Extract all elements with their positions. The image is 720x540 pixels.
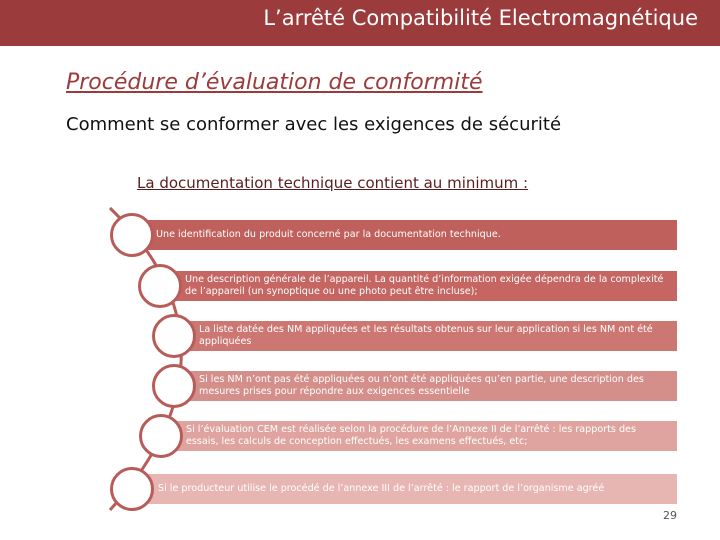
bullet-circle (138, 264, 182, 308)
list-item (175, 371, 677, 401)
list-item-text: Une identification du produit concerné par la documentation technique. (156, 229, 501, 240)
list-item-text: Si le producteur utilise le procédé de l’annexe III de l’arrêté : le rapport de l’organisme agréé (158, 483, 605, 494)
bullet-circle (152, 314, 196, 358)
bullet-circle (110, 467, 154, 511)
list-item-text: La liste datée des NM appliquées et les résultats obtenus sur leur application si les NM ont été appliquées (199, 324, 653, 347)
subtitle: Comment se conformer avec les exigences de sécurité (66, 114, 562, 135)
list-heading: La documentation technique contient au minimum : (137, 174, 529, 192)
list-item-text: Si les NM n’ont pas été appliquées ou n’ont été appliquées qu’en partie, une description des mesures prises pour répondre aux exigences essentielle (199, 374, 644, 397)
list-item-text: Une description générale de l’appareil. La quantité d’information exigée dépendra de la complexité de l’appareil (un synoptique ou une photo peut être incluse); (185, 274, 664, 297)
bullet-circle (110, 213, 154, 257)
list-item (161, 271, 677, 301)
page-number: 29 (663, 509, 677, 522)
slide-header-title: L’arrêté Compatibilité Electromagnétique (263, 6, 698, 30)
list-item (175, 321, 677, 351)
section-title: Procédure d’évaluation de conformité (66, 70, 483, 95)
list-item (134, 220, 677, 250)
list-item (134, 474, 677, 504)
bullet-circle (139, 414, 183, 458)
list-item (162, 421, 677, 451)
list-item-text: Si l’évaluation CEM est réalisée selon la procédure de l’Annexe II de l’arrêté : les rapports des essais, les calculs de conception effectués, les examens effectués, etc; (186, 424, 636, 447)
bullet-circle (152, 364, 196, 408)
